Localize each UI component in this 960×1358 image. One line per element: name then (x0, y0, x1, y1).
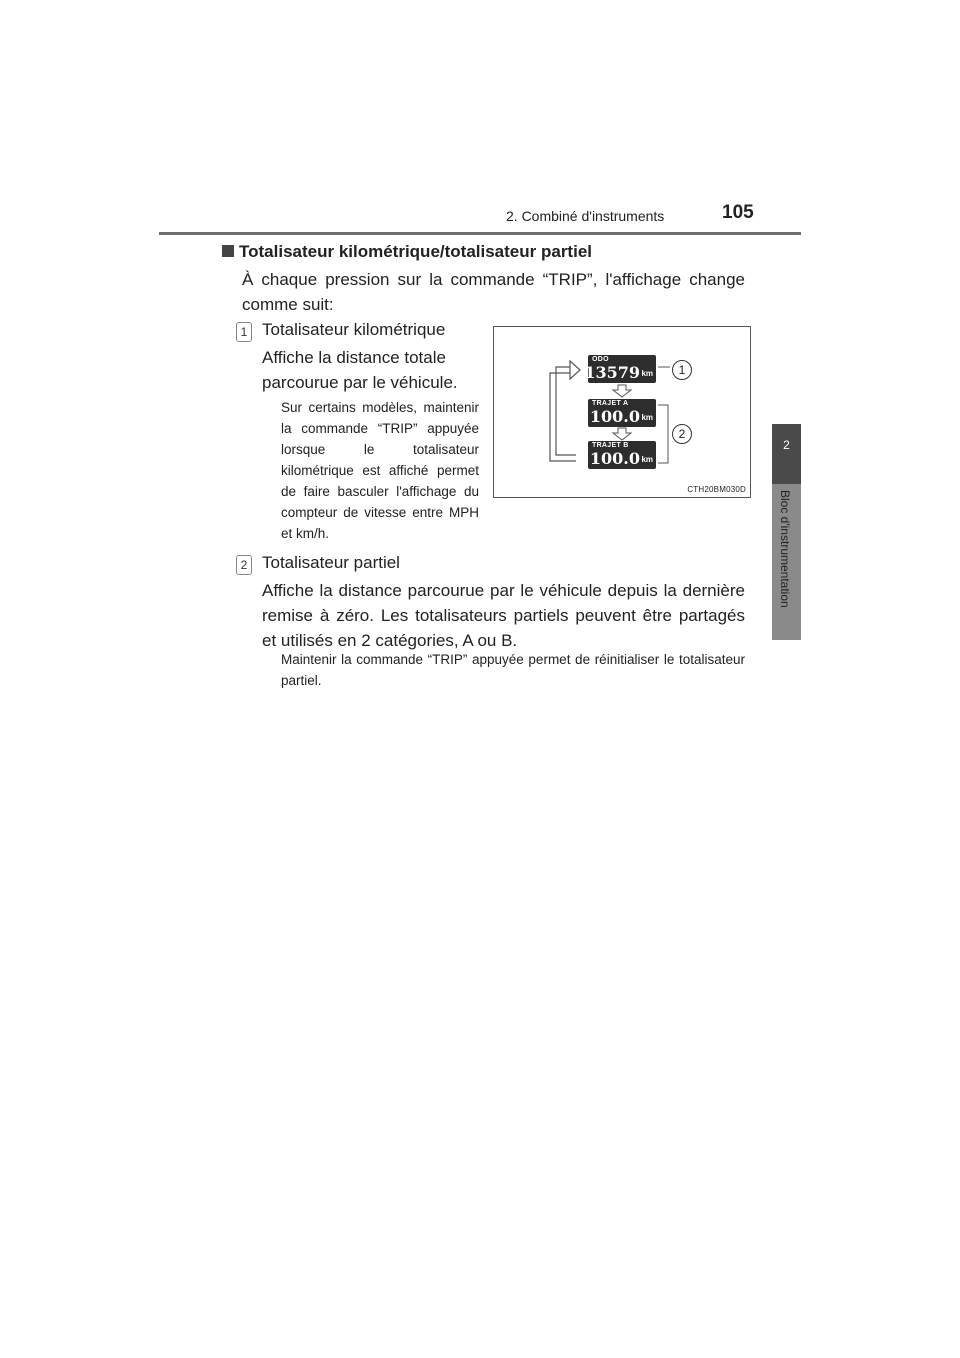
square-bullet-icon (222, 245, 234, 257)
intro-paragraph: À chaque pression sur la commande “TRIP”, l'affichage change comme suit: (242, 270, 745, 314)
item-description: Affiche la distance totale parcourue par le véhicule. (262, 348, 458, 392)
callout-2: 2 (672, 424, 692, 444)
trip-display-figure (493, 326, 751, 498)
item-number-badge: 2 (236, 555, 252, 575)
display-unit: km (641, 369, 653, 378)
item-note: Sur certains modèles, maintenir la commande “TRIP” appuyée lorsque le totalisateur kilométrique est affiché permet de faire basculer l'affichage du compteur de vitesse entre MPH et km/h. (281, 400, 479, 541)
callout-1: 1 (672, 360, 692, 380)
header-section-title: 2. Combiné d'instruments (506, 208, 665, 224)
item-description: Affiche la distance parcourue par le véhicule depuis la dernière remise à zéro. Les totalisateurs partiels peuvent être partagés et utilisés en 2 catégories, A ou B. (262, 581, 745, 650)
trip-bracket (658, 405, 668, 463)
item-title: Totalisateur partiel (262, 553, 400, 572)
page-number: 105 (722, 202, 754, 223)
odo-display (584, 355, 656, 383)
down-arrow-icon (613, 385, 631, 397)
figure-code: CTH20BM030D (687, 485, 746, 494)
display-value: 100.0 (589, 449, 640, 468)
loop-arrow-inner (556, 367, 576, 455)
trip-a-display (588, 399, 656, 427)
item-number-badge: 1 (236, 322, 252, 342)
chapter-label: Bloc d'instrumentation (778, 490, 792, 608)
trip-b-display (588, 441, 656, 469)
display-label: TRAJET A (592, 400, 629, 407)
display-value: 100.0 (589, 407, 640, 426)
display-unit: km (641, 455, 653, 464)
loop-arrow-outer (550, 373, 576, 461)
section-heading (222, 242, 592, 262)
display-label: ODO (592, 356, 609, 363)
section-heading-text: Totalisateur kilométrique/totalisateur partiel (239, 242, 592, 261)
down-arrow-icon (613, 428, 631, 440)
chapter-tab (772, 424, 801, 484)
display-value: 13579 (584, 363, 640, 382)
loop-arrow-head (570, 361, 580, 379)
item-title: Totalisateur kilométrique (262, 320, 446, 339)
header-divider (159, 232, 801, 235)
item-note: Maintenir la commande “TRIP” appuyée permet de réinitialiser le totalisateur partiel. (281, 652, 745, 688)
chapter-number: 2 (783, 438, 790, 452)
display-unit: km (641, 413, 653, 422)
display-label: TRAJET B (592, 442, 629, 449)
